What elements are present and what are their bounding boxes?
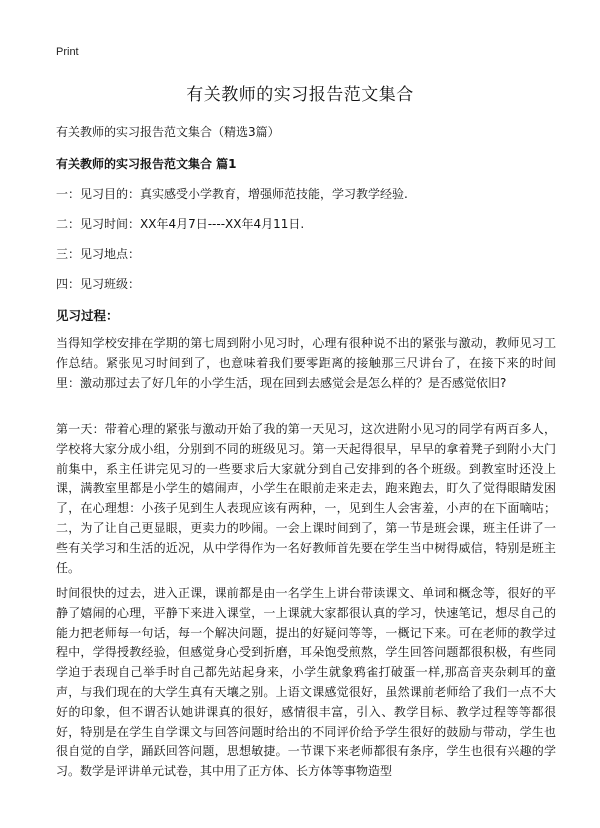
article-heading: 有关教师的实习报告范文集合 篇1 bbox=[56, 157, 237, 171]
list-item-purpose: 一：见习目的：真实感受小学教育，增强师范技能，学习教学经验. bbox=[56, 187, 408, 201]
list-item-class: 四：见习班级： bbox=[56, 277, 141, 291]
list-item-location: 三：见习地点： bbox=[56, 247, 141, 261]
process-heading: 见习过程： bbox=[56, 308, 119, 323]
paragraph-classes: 时间很快的过去，进入正课，课前都是由一名学生上讲台带读课文、单词和概念等，很好的平静了嬉闹的心理，平静下来进入课堂，一上课就大家都很认真的学习，快速笔记，想尽自己的能力把老师每一句话，每一个解决问题，提出的好疑问等等，一概记下来。可在老师的教学过程中，学得授教经验，但感觉身心受到折磨，耳朵饱受煎熬，学生回答问题都很积极，有些同学迫于表现自己举手时自己都先站起身来，小学生就象鸦雀打破蛋一样,那高音夹杂刺耳的童声，与我们现在的大学生真有天壤之别。上语文课感觉很好，虽然课前老师给了我们一点不大好的印象，但不谓否认她讲课真的很好，感情很丰富，引入、教学目标、教学过程等等都很好，特别是在学生自学课文与回答问题时给出的不同评价给予学生很好的鼓励与带动，学生也很自觉的自学，踊跃回答问题，思想敏捷。一节课下来老师都很有条序，学生也很有兴趣的学习。数学是评讲单元试卷，其中用了正方体、长方体等事物造型 bbox=[56, 586, 556, 779]
document-subtitle: 有关教师的实习报告范文集合（精选3篇） bbox=[56, 125, 280, 139]
paragraph-day-one: 第一天：带着心理的紧张与激动开始了我的第一天见习，这次进附小见习的同学有两百多人，学校将大家分成小组，分别到不同的班级见习。第一天起得很早，早早的拿着凳子到附小大门前集中，系主任讲完见习的一些要求后大家就分到自己安排到的各个班级。到教室时还没上课，满教室里都是小学生的嬉闹声，小学生在眼前走来走去，跑来跑去，盯久了觉得眼睛发困了，在心理想：小孩子见到生人表现应该有两种，一，见到生人会害羞，小声的在下面嘀咕；二，为了让自己更显眼，更卖力的吵闹。一会上课时间到了，第一节是班会课，班主任讲了一些有关学习和生活的近况，从中学得作为一名好教师首先要在学生当中树得威信，特别是班主任。 bbox=[56, 422, 556, 575]
print-link[interactable]: Print bbox=[56, 46, 79, 58]
paragraph-intro: 当得知学校安排在学期的第七周到附小见习时，心理有很种说不出的紧张与激动，教师见习工作总结。紧张见习时间到了，也意味着我们要零距离的接触那三尺讲台了，在接下来的时间里：激动那过去了好几年的小学生活，现在回到去感觉会是怎么样的？是否感觉依旧? bbox=[56, 336, 556, 390]
document-title: 有关教师的实习报告范文集合 bbox=[186, 85, 414, 105]
list-item-time: 二：见习时间：XX年4月7日----XX年4月11日. bbox=[56, 217, 305, 231]
